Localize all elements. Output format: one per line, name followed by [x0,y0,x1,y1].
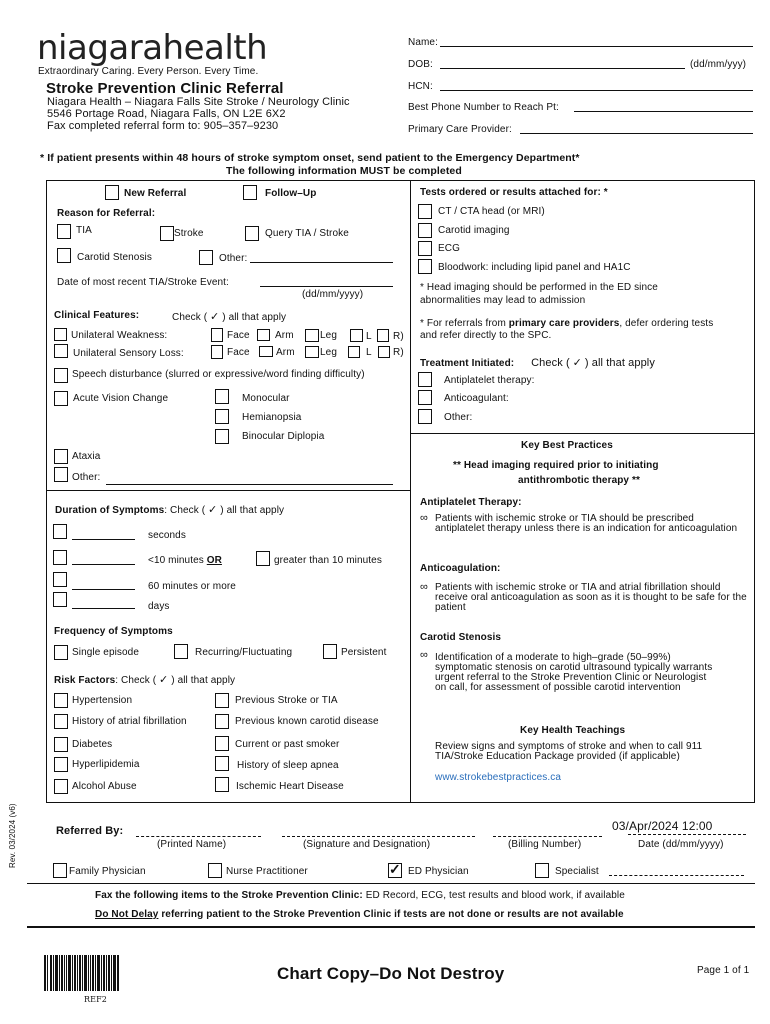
date-field[interactable] [628,834,746,835]
vision-label: Acute Vision Change [73,393,169,404]
frame-divider [410,180,411,802]
query-tia-checkbox[interactable] [245,226,259,241]
event-date-label: Date of most recent TIA/Stroke Event: [57,277,229,288]
specialist-checkbox[interactable] [535,863,549,878]
bullet-icon: ∞ [420,581,428,593]
ed-physician-checkbox[interactable] [388,863,402,878]
hyperlipidemia-label: Hyperlipidemia [72,759,140,770]
follow-up-checkbox[interactable] [243,185,257,200]
fax-number: Fax completed referral form to: 905–357–9230 [47,120,279,132]
bullet-icon: ∞ [420,512,428,524]
new-referral-label: New Referral [124,188,187,199]
weakness-arm-label: Arm [275,330,294,341]
tia-checkbox[interactable] [57,224,71,239]
bullet-icon: ∞ [420,649,428,661]
chart-copy-title: Chart Copy–Do Not Destroy [277,964,505,983]
monocular-checkbox[interactable] [215,389,229,404]
weakness-face-label: Face [227,330,250,341]
smoker-checkbox[interactable] [215,736,229,751]
weakness-leg-checkbox[interactable] [305,329,319,342]
recurring-checkbox[interactable] [174,644,188,659]
sensory-right-label: R) [393,347,404,358]
anticoagulant-label: Anticoagulant: [444,393,509,404]
provider-field[interactable] [520,133,753,134]
do-not-delay-text: Do Not Delay referring patient to the Stroke Prevention Clinic if tests are not done or results are not available [95,909,624,920]
treatment-heading-row: Treatment Initiated: Check ( ✓ ) all that apply [420,357,655,369]
specialist-field[interactable] [609,875,744,876]
sixty-field[interactable] [72,589,135,590]
ed-physician-label: ED Physician [408,866,469,877]
hypertension-label: Hypertension [72,695,133,706]
date-label: Date (dd/mm/yyyy) [638,839,724,850]
antiplatelet-checkbox[interactable] [418,372,432,387]
frame-top [46,180,755,181]
event-date-field[interactable] [260,286,393,287]
family-physician-checkbox[interactable] [53,863,67,878]
fax-items-bold: Fax the following items to the Stroke Prevention Clinic: [95,890,363,901]
bloodwork-checkbox[interactable] [418,259,432,274]
reason-other-checkbox[interactable] [199,250,213,265]
seconds-label: seconds [148,530,186,541]
lt10-row [148,555,222,566]
carotid-heading: Carotid Stenosis [420,632,502,643]
weakness-left-label: L [366,331,372,342]
afib-label: History of atrial fibrillation [72,716,187,727]
anticoagulant-checkbox[interactable] [418,390,432,405]
afib-checkbox[interactable] [54,714,68,729]
ecg-label: ECG [438,243,460,254]
ataxia-checkbox[interactable] [54,449,68,464]
signature-label: (Signature and Designation) [303,839,431,850]
reason-heading: Reason for Referral: [57,208,156,219]
sensory-left-label: L [366,347,372,358]
duration-heading: Duration of Symptoms [55,505,165,516]
alcohol-checkbox[interactable] [54,779,68,794]
nurse-practitioner-checkbox[interactable] [208,863,222,878]
dob-label: DOB: [408,59,433,70]
checkmark-icon: ✓ [389,861,401,877]
barcode-icon [44,955,120,991]
teachings-heading: Key Health Teachings [520,725,626,736]
treatment-other-label: Other: [444,412,473,423]
single-episode-label: Single episode [72,647,140,658]
frame-right [754,180,755,802]
frame-bottom [46,802,755,803]
left-section-divider [46,490,410,491]
days-label: days [148,601,170,612]
reason-other-field[interactable] [250,262,393,263]
hcn-field[interactable] [440,90,753,91]
diplopia-label: Binocular Diplopia [242,431,325,442]
ihd-label: Ischemic Heart Disease [236,781,344,792]
printed-name-field[interactable] [136,836,261,837]
printed-name-label: (Printed Name) [157,839,227,850]
emergency-notice: * If patient presents within 48 hours of stroke symptom onset, send patient to the Emergency Department* [40,152,580,164]
sleep-apnea-label: History of sleep apnea [237,760,339,771]
prev-stroke-label: Previous Stroke or TIA [235,695,338,706]
ct-label: CT / CTA head (or MRI) [438,206,545,217]
lt10-checkbox[interactable] [53,550,67,565]
smoker-label: Current or past smoker [235,739,340,750]
sensory-leg-checkbox[interactable] [305,346,319,358]
carotid-disease-checkbox[interactable] [215,714,229,729]
hemianopsia-label: Hemianopsia [242,412,302,423]
tagline: Extraordinary Caring. Every Person. Every Time. [38,66,259,77]
nurse-practitioner-label: Nurse Practitioner [226,866,308,877]
tests-heading: Tests ordered or results attached for: * [420,187,608,198]
diplopia-checkbox[interactable] [215,429,229,444]
date-value[interactable]: 03/Apr/2024 12:00 [612,819,713,833]
clinical-check-text: Check ( ✓ ) all that apply [172,311,287,323]
days-field[interactable] [72,608,135,609]
phone-field[interactable] [574,111,753,112]
lt10-label: <10 minutes [148,555,204,566]
imaging-required-2: antithrombotic therapy ** [518,475,640,486]
specialist-label: Specialist [555,866,599,877]
weakness-right-label: R) [393,331,404,342]
carotid-imaging-label: Carotid imaging [438,225,510,236]
family-physician-label: Family Physician [69,866,146,877]
form-title: Stroke Prevention Clinic Referral [46,80,284,97]
antiplatelet-therapy-text: Patients with ischemic stroke or TIA should be prescribed antiplatelet therapy unless there is an indication for anticoagulation [435,513,738,534]
referred-by-label: Referred By: [56,825,124,837]
footer-rule-top [27,883,755,884]
stroke-practices-link[interactable]: www.strokebestpractices.ca [435,772,561,783]
risk-heading-row: Risk Factors: Check ( ✓ ) all that apply [54,674,236,686]
name-label: Name: [408,37,438,48]
imaging-required-1: ** Head imaging required prior to initiating [453,460,659,471]
imaging-note: * Head imaging should be performed in the ED since abnormalities may lead to admission [420,282,658,306]
carotid-disease-label: Previous known carotid disease [235,716,379,727]
frequency-heading: Frequency of Symptoms [54,626,173,637]
anticoagulation-heading: Anticoagulation: [420,563,501,574]
treatment-other-checkbox[interactable] [418,409,432,424]
event-date-format: (dd/mm/yyyy) [302,289,364,300]
reason-other-label: Other: [219,253,248,264]
carotid-text: Identification of a moderate to high–grade (50–99%) symptomatic stenosis on carotid ultrasound typically warrants urgent referral to the Stroke Prevention Clinic or Neurologist on call, for assessment of possible carotid intervention [435,652,713,693]
hyperlipidemia-checkbox[interactable] [54,757,68,772]
antiplatelet-label: Antiplatelet therapy: [444,375,535,386]
carotid-stenosis-checkbox[interactable] [57,248,71,263]
best-practices-heading: Key Best Practices [521,440,613,451]
sixty-checkbox[interactable] [53,572,67,587]
diabetes-label: Diabetes [72,739,113,750]
speech-checkbox[interactable] [54,368,68,383]
follow-up-label: Follow–Up [265,188,317,199]
query-tia-label: Query TIA / Stroke [265,228,349,239]
signature-field[interactable] [282,836,475,837]
gt10-label: greater than 10 minutes [274,555,382,566]
tia-label: TIA [76,225,92,236]
persistent-checkbox[interactable] [323,644,337,659]
barcode-label: REF2 [84,995,107,1004]
monocular-label: Monocular [242,393,290,404]
persistent-label: Persistent [341,647,387,658]
right-section-divider [410,433,755,434]
stroke-checkbox[interactable] [160,226,174,241]
clinic-address-1: Niagara Health – Niagara Falls Site Stroke / Neurology Clinic [47,96,350,108]
carotid-imaging-checkbox[interactable] [418,223,432,238]
logo-text: niagarahealth [37,28,268,68]
sensory-arm-label: Arm [276,347,295,358]
sensory-checkbox[interactable] [54,344,68,358]
frame-left [46,180,47,802]
treatment-heading: Treatment Initiated: [420,358,515,369]
sensory-left-checkbox[interactable] [348,346,360,358]
speech-label: Speech disturbance (slurred or expressive/word finding difficulty) [72,369,365,380]
sixty-label: 60 minutes or more [148,581,236,592]
weakness-left-checkbox[interactable] [350,329,363,342]
or-label: OR [206,555,222,566]
clinical-other-checkbox[interactable] [54,467,68,482]
diabetes-checkbox[interactable] [54,737,68,752]
sensory-right-checkbox[interactable] [378,346,390,358]
single-episode-checkbox[interactable] [54,645,68,660]
ct-checkbox[interactable] [418,204,432,219]
weakness-label: Unilateral Weakness: [71,330,168,341]
name-field[interactable] [440,46,753,47]
phone-label: Best Phone Number to Reach Pt: [408,102,559,113]
required-notice: The following information MUST be completed [226,165,462,177]
hypertension-checkbox[interactable] [54,693,68,708]
fax-items-text: Fax the following items to the Stroke Prevention Clinic: ED Record, ECG, test results and blood work, if available [95,890,625,901]
billing-number-label: (Billing Number) [508,839,582,850]
ataxia-label: Ataxia [72,451,101,462]
days-checkbox[interactable] [53,592,67,607]
page-number: Page 1 of 1 [697,965,750,976]
sleep-apnea-checkbox[interactable] [215,756,229,771]
checkmark-icon: ✓ [159,674,169,686]
clinical-other-label: Other: [72,472,101,483]
weakness-leg-label: Leg [320,330,337,341]
ihd-checkbox[interactable] [215,777,229,792]
clinical-heading: Clinical Features: [54,310,140,321]
dob-format: (dd/mm/yyy) [690,59,747,70]
teachings-text: Review signs and symptoms of stroke and when to call 911 TIA/Stroke Education Package provided (if applicable) [435,741,703,762]
lt10-field[interactable] [72,564,135,565]
hcn-label: HCN: [408,81,433,92]
duration-heading-row: Duration of Symptoms: Check ( ✓ ) all that apply [55,504,285,516]
checkmark-icon: ✓ [210,311,220,323]
weakness-checkbox[interactable] [54,328,67,341]
weakness-face-checkbox[interactable] [211,328,223,342]
stroke-label: Stroke [174,228,204,239]
sensory-arm-checkbox[interactable] [259,346,273,357]
sensory-label: Unilateral Sensory Loss: [73,348,184,359]
recurring-label: Recurring/Fluctuating [195,647,293,658]
risk-heading: Risk Factors [54,675,116,686]
sensory-leg-label: Leg [320,347,337,358]
sensory-face-checkbox[interactable] [211,345,223,359]
provider-label: Primary Care Provider: [408,124,512,135]
checkmark-icon: ✓ [208,504,218,516]
clinic-address-2: 5546 Portage Road, Niagara Falls, ON L2E 6X2 [47,108,286,120]
primary-care-note: * For referrals from primary care providers, defer ordering tests and refer directly to the SPC. [420,318,714,341]
dob-field[interactable] [440,68,685,69]
anticoagulation-text: Patients with ischemic stroke or TIA and atrial fibrillation should receive oral anticoagulation as soon as it is thought to be safe for the patient [435,582,747,613]
vision-checkbox[interactable] [54,391,68,406]
hemianopsia-checkbox[interactable] [215,409,229,424]
footer-rule-bottom [27,926,755,928]
gt10-checkbox[interactable] [256,551,270,566]
seconds-checkbox[interactable] [53,524,67,539]
ecg-checkbox[interactable] [418,241,432,256]
sensory-face-label: Face [227,347,250,358]
antiplatelet-therapy-heading: Antiplatelet Therapy: [420,497,522,508]
prev-stroke-checkbox[interactable] [215,693,229,708]
weakness-arm-checkbox[interactable] [257,329,270,341]
carotid-stenosis-label: Carotid Stenosis [77,252,152,263]
logo [37,28,267,68]
checkmark-icon: ✓ [572,357,582,369]
alcohol-label: Alcohol Abuse [72,781,137,792]
billing-number-field[interactable] [493,836,602,837]
revision-label: Rev. 03/2024 (v6) [8,803,17,868]
bloodwork-label: Bloodwork: including lipid panel and HA1C [438,262,631,273]
new-referral-checkbox[interactable] [105,185,119,200]
clinical-other-field[interactable] [106,484,393,485]
seconds-field[interactable] [72,539,135,540]
weakness-right-checkbox[interactable] [377,329,389,342]
